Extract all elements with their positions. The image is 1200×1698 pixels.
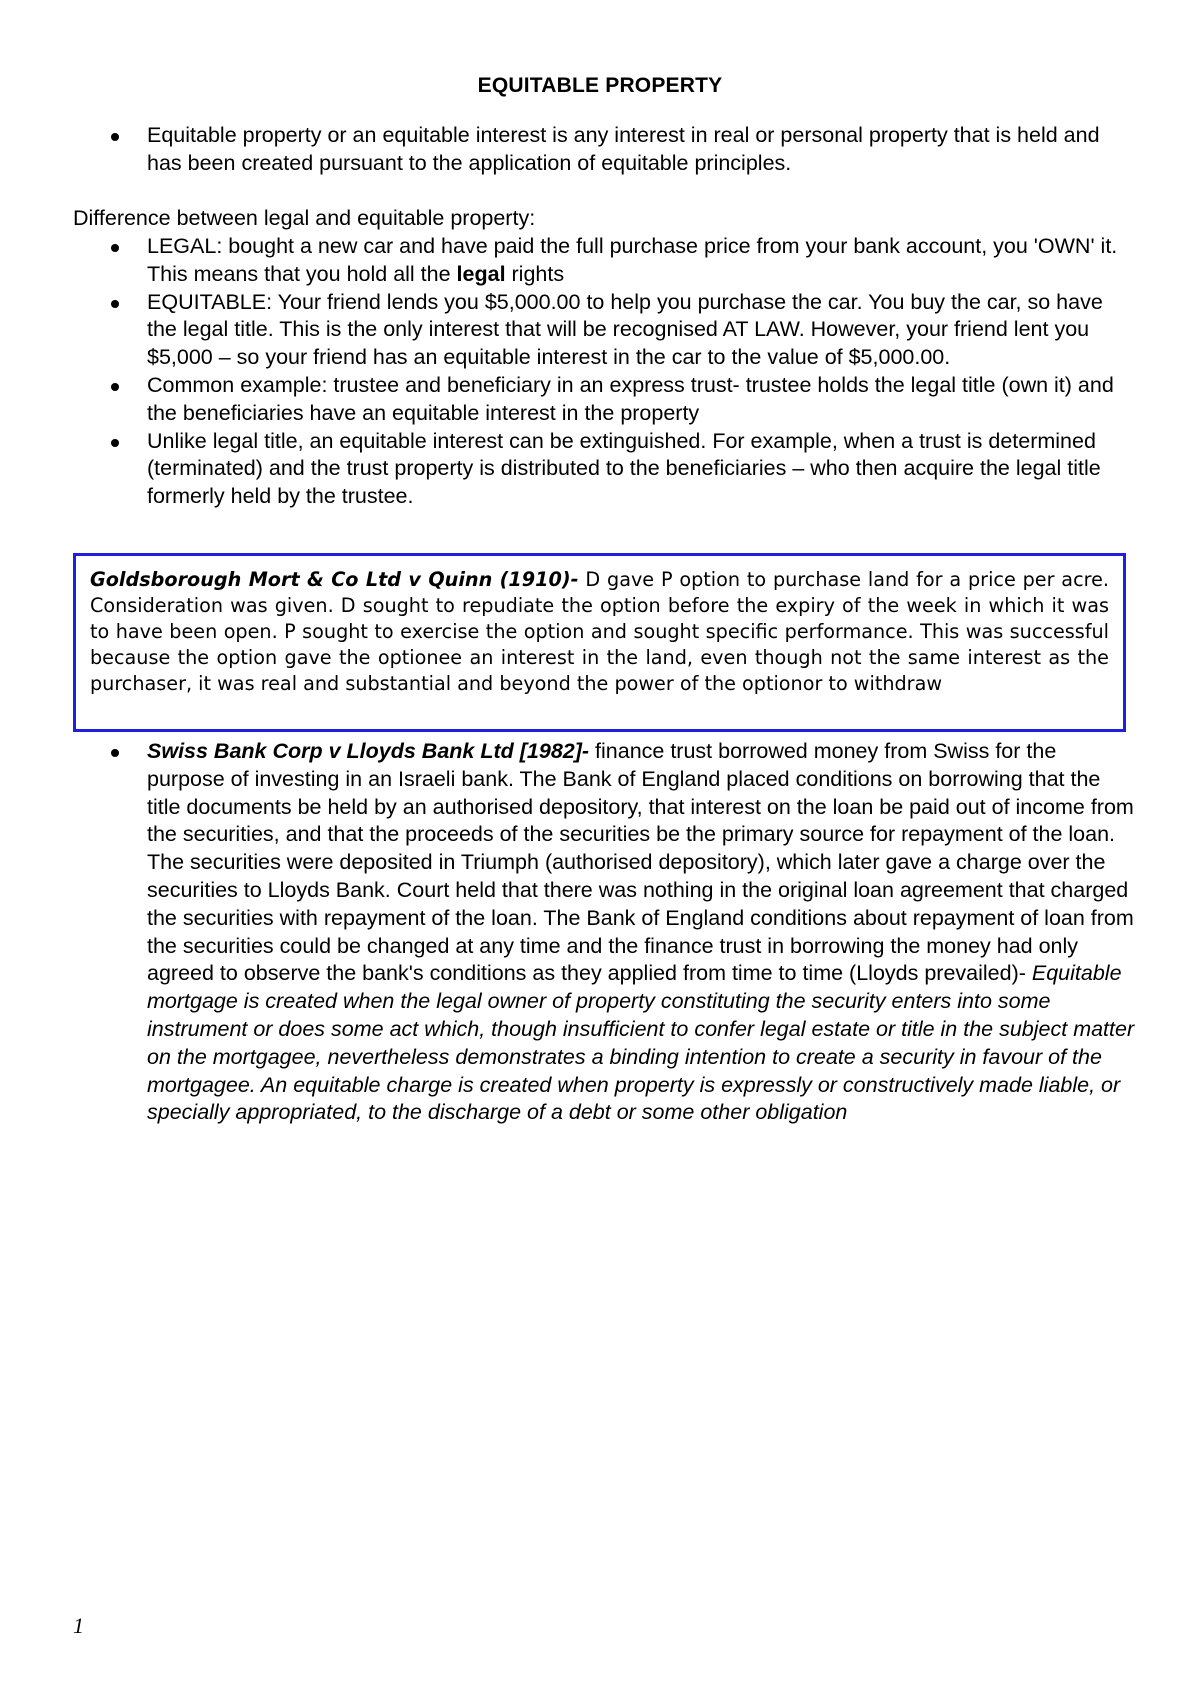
list-item xyxy=(73,738,1138,1127)
list-item xyxy=(73,122,1133,178)
swiss-bullet-list xyxy=(73,738,1138,1127)
page-number: 1 xyxy=(73,1613,84,1638)
legal-text-after: rights xyxy=(505,261,565,286)
case-name: Goldsborough Mort & Co Ltd v Quinn (1910)- xyxy=(90,568,579,591)
difference-heading: Difference between legal and equitable property: xyxy=(73,206,536,230)
list-item xyxy=(73,233,1133,289)
legal-bold-word: legal xyxy=(456,261,506,286)
case-box-goldsborough xyxy=(73,553,1126,732)
bullet-icon xyxy=(111,439,119,447)
case-name: Swiss Bank Corp v Lloyds Bank Ltd [1982]- xyxy=(147,739,590,763)
list-item xyxy=(73,372,1133,428)
bullet-icon xyxy=(111,133,119,141)
intro-bullet-list xyxy=(73,122,1133,178)
page-title: EQUITABLE PROPERTY xyxy=(477,74,723,97)
list-item-text: Unlike legal title, an equitable interest can be extinguished. For example, when a trust is determined (terminated) and the trust property is distributed to the beneficiaries – who then acquire the legal title formerly held by the trustee. xyxy=(147,428,1101,509)
bullet-icon xyxy=(111,300,119,308)
difference-bullet-list xyxy=(73,233,1133,511)
bullet-icon xyxy=(111,749,119,757)
list-item xyxy=(73,289,1133,372)
bullet-icon xyxy=(111,383,119,391)
list-item-text: Equitable property or an equitable interest is any interest in real or personal property that is held and has been created pursuant to the application of equitable principles. xyxy=(147,123,1100,175)
case-principle-text: Equitable mortgage is created when the legal owner of property constituting the security enters into some instrument or does some act which, though insufficient to confer legal estate or title in the subject matter on the mortgagee, nevertheless demonstrates a binding intention to create a security in favour of the mortgagee. An equitable charge is created when property is expressly or constructively made liable, or specially appropriated, to the discharge of a debt or some other obligation xyxy=(147,961,1135,1125)
legal-text-before: LEGAL: bought a new car and have paid the full purchase price from your bank account, you 'OWN' it. This means that you hold all the xyxy=(147,234,1118,286)
list-item-text: Common example: trustee and beneficiary in an express trust- trustee holds the legal title (own it) and the beneficiaries have an equitable interest in the property xyxy=(147,372,1114,425)
case-text: finance trust borrowed money from Swiss for the purpose of investing in an Israeli bank. The Bank of England placed conditions on borrowing that the title documents be held by an authorised depository, that interest on the loan be paid out of income from the securities, and that the proceeds of the securities be the primary source for repayment of the loan. The securities were deposited in Triumph (authorised depository), which later gave a charge over the securities to Lloyds Bank. Court held that there was nothing in the original loan agreement that charged the securities with repayment of the loan. The Bank of England conditions about repayment of loan from the securities could be changed at any time and the finance trust in borrowing the money had only agreed to observe the bank's conditions as they applied from time to time (Lloyds prevailed)- xyxy=(147,739,1134,986)
bullet-icon xyxy=(111,244,119,252)
list-item-text: EQUITABLE: Your friend lends you $5,000.00 to help you purchase the car. You buy the car, so have the legal title. This is the only interest that will be recognised AT LAW. However, your friend lent you $5,000 – so your friend has an equitable interest in the car to the value of $5,000.00. xyxy=(147,289,1103,370)
list-item xyxy=(73,428,1133,511)
case-text: D gave P option to purchase land for a price per acre. Consideration was given. D sought to repudiate the option before the expiry of the week in which it was to have been open. P sought to exercise the option and sought specific performance. This was successful because the option gave the optionee an interest in the land, even though not the same interest as the purchaser, it was real and substantial and beyond the power of the optionor to withdraw xyxy=(90,568,1109,695)
